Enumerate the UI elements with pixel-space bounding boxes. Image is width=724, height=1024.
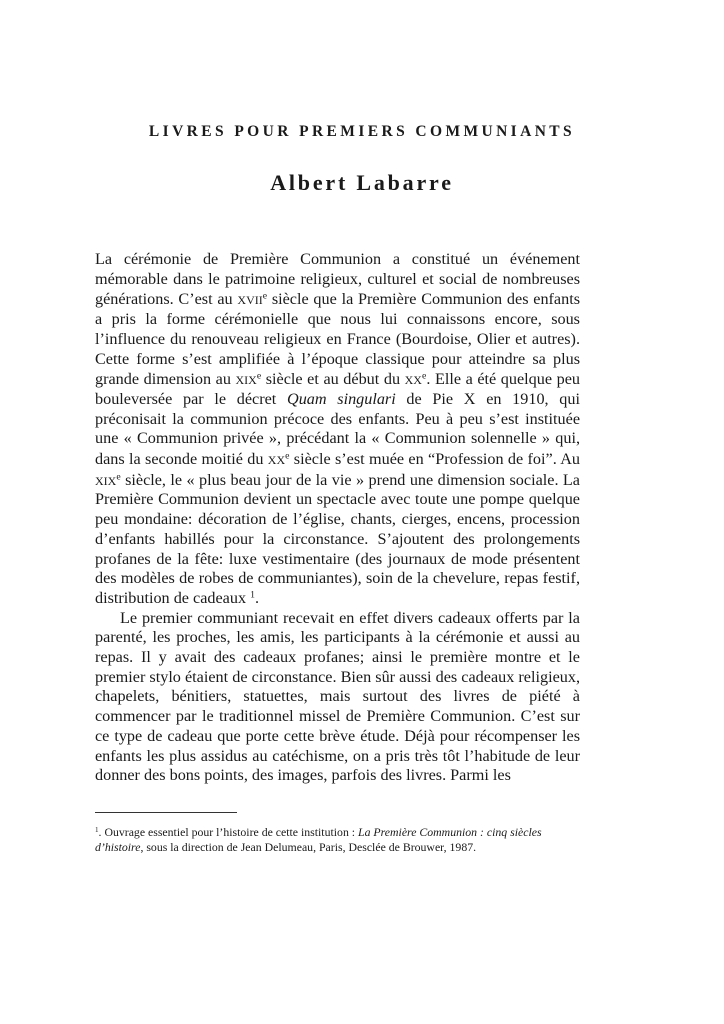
text-run: , sous la direction de Jean Delumeau, Paris, Desclée de Brouwer, 1987. <box>140 840 477 854</box>
italic-title: La Première Communion : cinq siècles d’histoire <box>95 825 542 854</box>
century-numeral: xx <box>404 369 422 389</box>
text-run: siècle et au début du <box>261 370 405 389</box>
footnote-number: 1 <box>95 826 99 835</box>
footnote <box>95 825 580 855</box>
article-body <box>95 250 580 786</box>
superscript: e <box>262 291 268 303</box>
superscript: e <box>116 471 121 483</box>
text-run: . <box>254 588 259 607</box>
text-run: siècle que la Première Communion des enfants a pris la forme cérémonielle que nous lui connaissons encore, sous l’influence du renouveau religieux en France (Bourdoise, Olier et autres). Cette forme s’est amplifiée à l’époque classique pour atteindre sa plus grande dimension au <box>95 290 580 389</box>
text-run: La cérémonie de Première Communion a constitué un événement mémorable dans le patrimoine religieux, culturel et social de nombreuses générations. C’est au <box>95 250 580 309</box>
century-numeral: xix <box>235 369 257 389</box>
superscript: e <box>256 370 262 382</box>
italic-title: Quam singulari <box>287 389 396 408</box>
superscript: e <box>421 370 427 382</box>
text-run: de Pie X en 1910, qui préconisait la communion précoce des enfants. Peu à peu s’est instituée une « Communion privée », précédant la « Communion solennelle » qui, dans la seconde moitié du <box>95 389 580 469</box>
footnote-separator <box>95 812 237 813</box>
superscript: e <box>285 450 290 462</box>
paragraph-1 <box>95 250 580 609</box>
century-numeral: xvii <box>237 289 263 309</box>
text-run: . Ouvrage essentiel pour l’histoire de cette institution : <box>98 825 359 839</box>
text-run: . Elle a été quelque peu bouleversée par le décret <box>95 370 581 408</box>
text-run: siècle, le « plus beau jour de la vie » prend une dimension sociale. La Première Communion devient un spectacle avec toute une pompe quelque peu mondaine: décoration de l’église, chants, cierges, encens, procession d’enfants habillés pour la circonstance. S’ajoutent des prolongements profanes de la fête: luxe vestimentaire (des journaux de mode présentent des modèles de robes de communiantes), soin de la chevelure, repas festif, distribution de cadeaux <box>95 470 580 607</box>
century-numeral: xix <box>95 469 117 489</box>
paragraph-2: Le premier communiant recevait en effet divers cadeaux offerts par la parenté, les proches, les amis, les participants à la cérémonie et aussi au repas. Il y avait des cadeaux profanes; ainsi le première montre et le premier stylo étaient de circonstance. Bien sûr aussi des cadeaux religieux, chapelets, bénitiers, statuettes, mais surtout des livres de piété à commencer par le traditionnel missel de Première Communion. C’est sur ce type de cadeau que porte cette brève étude. Déjà pour récompenser les enfants les plus assidus au catéchisme, on a pris très tôt l’habitude de leur donner des bons points, des images, parfois des livres. Parmi les <box>95 608 580 785</box>
century-numeral: xx <box>267 449 286 469</box>
article-title: LIVRES POUR PREMIERS COMMUNIANTS <box>148 123 576 140</box>
text-run: siècle s’est muée en “Profession de foi”. Au <box>289 450 580 469</box>
footnote-reference: 1 <box>250 589 255 601</box>
author-name: Albert Labarre <box>270 170 454 195</box>
footnote-1 <box>95 825 580 855</box>
